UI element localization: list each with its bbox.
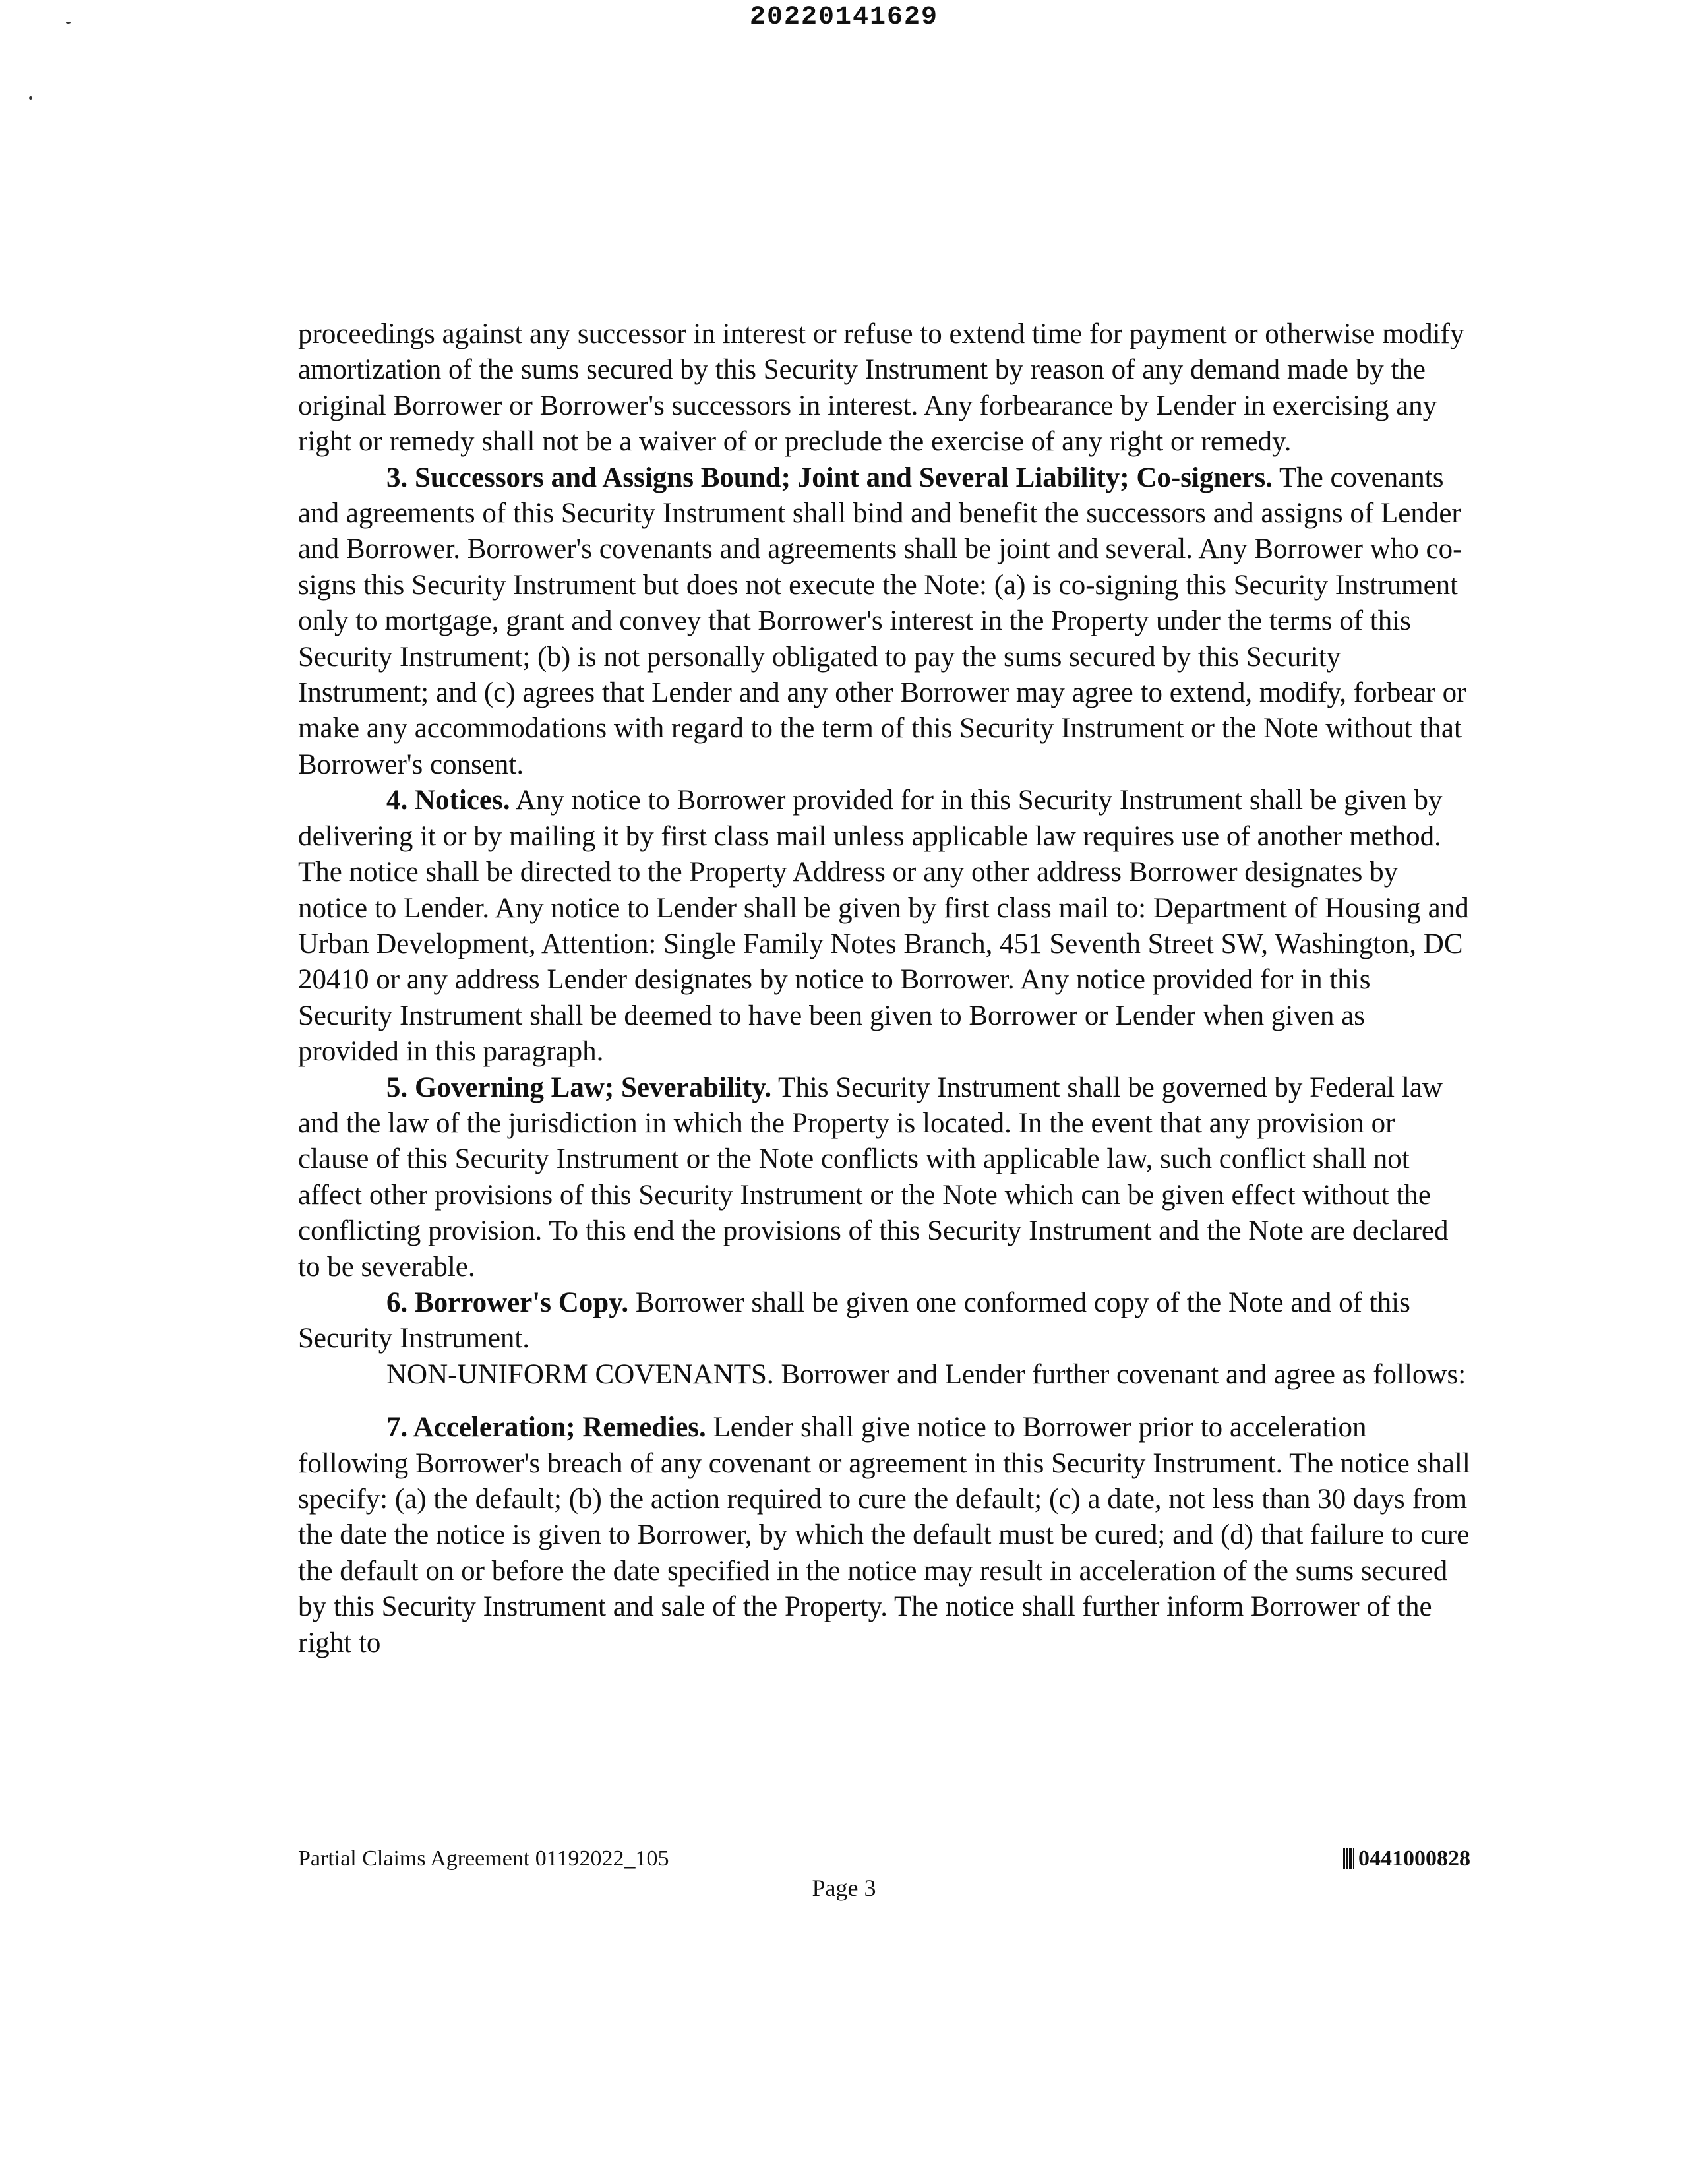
section-text: Borrower shall be given one conformed copy of the Note and of this Security Instrument.: [298, 1287, 1410, 1354]
section-heading: 3. Successors and Assigns Bound; Joint and Several Liability; Co-signers.: [386, 462, 1273, 493]
section-heading: 4. Notices.: [386, 785, 510, 816]
section-heading: 7. Acceleration; Remedies.: [386, 1412, 706, 1443]
footer-loan-number: [1343, 1846, 1470, 1871]
paragraph-successors-assigns: [298, 460, 1472, 783]
scan-speck: [66, 22, 71, 24]
footer-agreement-label: Partial Claims Agreement 01192022_105: [298, 1846, 669, 1871]
paragraph-acceleration-remedies: [298, 1410, 1472, 1661]
paragraph-governing-law: [298, 1070, 1472, 1285]
document-number: 20220141629: [749, 3, 939, 32]
scan-speck: [29, 96, 32, 100]
page-number: Page 3: [812, 1875, 876, 1901]
loan-number-text: 0441000828: [1358, 1846, 1470, 1871]
barcode-icon: [1343, 1848, 1356, 1869]
paragraph-borrowers-copy: [298, 1285, 1472, 1357]
section-text: Lender shall give notice to Borrower prior to acceleration following Borrower's breach of any covenant or agreement in this Security Instrument. The notice shall specify: (a) the default; (b) the action required to cure the default; (c) a date, not less than 30 days from the date the notice is given to Borrower, by which the default must be cured; and (d) that failure to cure the default on or before the date specified in the notice may result in acceleration of the sums secured by this Security Instrument and sale of the Property. The notice shall further inform Borrower of the right to: [298, 1412, 1470, 1658]
paragraph-non-uniform-covenants: NON-UNIFORM COVENANTS. Borrower and Lender further covenant and agree as follows:: [386, 1358, 1466, 1390]
section-heading: 6. Borrower's Copy.: [386, 1287, 629, 1318]
document-body: [298, 317, 1472, 1661]
paragraph-continuation: proceedings against any successor in interest or refuse to extend time for payment or otherwise modify amortization of the sums secured by this Security Instrument by reason of any demand made by the original Borrower or Borrower's successors in interest. Any forbearance by Lender in exercising any right or remedy shall not be a waiver of or preclude the exercise of any right or remedy.: [298, 318, 1464, 458]
section-heading: 5. Governing Law; Severability.: [386, 1072, 772, 1103]
section-text: This Security Instrument shall be governed by Federal law and the law of the jurisdiction in which the Property is located. In the event that any provision or clause of this Security Instrument or the Note conflicts with applicable law, such conflict shall not affect other provisions of this Security Instrument or the Note which can be given effect without the conflicting provision. To this end the provisions of this Security Instrument and the Note are declared to be severable.: [298, 1072, 1449, 1283]
paragraph-notices: [298, 783, 1472, 1070]
section-text: The covenants and agreements of this Security Instrument shall bind and benefit the successors and assigns of Lender and Borrower. Borrower's covenants and agreements shall be joint and several. Any Borrower who co-signs this Security Instrument but does not execute the Note: (a) is co-signing this Security Instrument only to mortgage, grant and convey that Borrower's interest in the Property under the terms of this Security Instrument; (b) is not personally obligated to pay the sums secured by this Security Instrument; and (c) agrees that Lender and any other Borrower may agree to extend, modify, forbear or make any accommodations with regard to the term of this Security Instrument or the Note without that Borrower's consent.: [298, 462, 1466, 780]
section-text: Any notice to Borrower provided for in this Security Instrument shall be given by delivering it or by mailing it by first class mail unless applicable law requires use of another method. The notice shall be directed to the Property Address or any other address Borrower designates by notice to Lender. Any notice to Lender shall be given by first class mail to: Department of Housing and Urban Development, Attention: Single Family Notes Branch, 451 Seventh Street SW, Washington, DC 20410 or any address Lender designates by notice to Borrower. Any notice provided for in this Security Instrument shall be deemed to have been given to Borrower or Lender when given as provided in this paragraph.: [298, 785, 1469, 1068]
